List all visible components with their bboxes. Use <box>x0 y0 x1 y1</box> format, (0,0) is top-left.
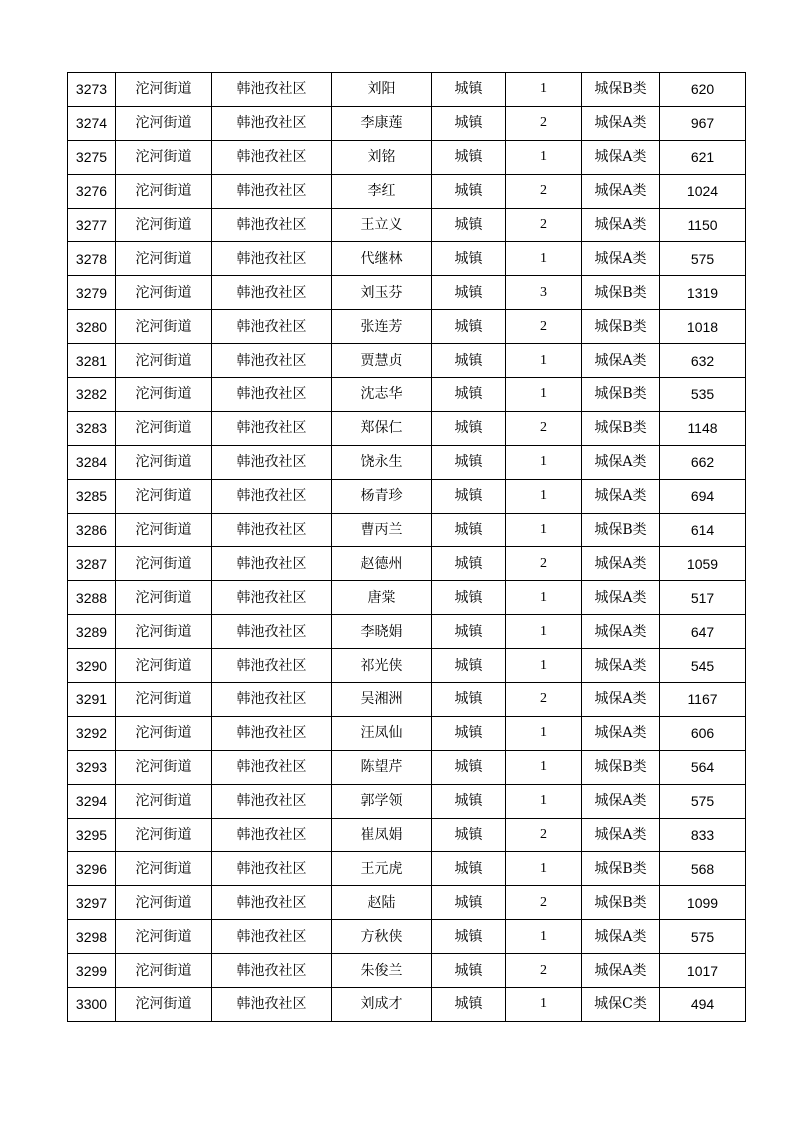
community-cell: 韩池孜社区 <box>212 174 332 208</box>
community-cell: 韩池孜社区 <box>212 581 332 615</box>
benefit-category-cell: 城保B类 <box>582 310 660 344</box>
benefit-category-cell: 城保A类 <box>582 954 660 988</box>
household-size-cell: 3 <box>506 276 582 310</box>
table-row <box>68 581 746 615</box>
household-size-cell: 1 <box>506 513 582 547</box>
community-cell: 韩池孜社区 <box>212 683 332 717</box>
street-cell: 沱河街道 <box>116 411 212 445</box>
person-name-cell: 张连芳 <box>332 310 432 344</box>
person-name-cell: 沈志华 <box>332 378 432 412</box>
table-row <box>68 73 746 107</box>
person-name-cell: 李康莲 <box>332 106 432 140</box>
residence-type-cell: 城镇 <box>432 73 506 107</box>
benefit-amount-cell: 1319 <box>660 276 746 310</box>
benefit-amount-cell: 517 <box>660 581 746 615</box>
seq-number-cell: 3289 <box>68 615 116 649</box>
residence-type-cell: 城镇 <box>432 513 506 547</box>
seq-number-cell: 3295 <box>68 818 116 852</box>
benefit-amount-cell: 1017 <box>660 954 746 988</box>
community-cell: 韩池孜社区 <box>212 140 332 174</box>
community-cell: 韩池孜社区 <box>212 716 332 750</box>
residence-type-cell: 城镇 <box>432 106 506 140</box>
residence-type-cell: 城镇 <box>432 208 506 242</box>
table-row <box>68 208 746 242</box>
community-cell: 韩池孜社区 <box>212 208 332 242</box>
person-name-cell: 刘铭 <box>332 140 432 174</box>
street-cell: 沱河街道 <box>116 886 212 920</box>
seq-number-cell: 3285 <box>68 479 116 513</box>
street-cell: 沱河街道 <box>116 242 212 276</box>
benefit-amount-cell: 620 <box>660 73 746 107</box>
table-row <box>68 174 746 208</box>
table-row <box>68 547 746 581</box>
residence-type-cell: 城镇 <box>432 276 506 310</box>
residence-type-cell: 城镇 <box>432 683 506 717</box>
residence-type-cell: 城镇 <box>432 615 506 649</box>
community-cell: 韩池孜社区 <box>212 750 332 784</box>
table-row <box>68 716 746 750</box>
benefit-amount-cell: 568 <box>660 852 746 886</box>
household-size-cell: 1 <box>506 615 582 649</box>
person-name-cell: 代继林 <box>332 242 432 276</box>
household-size-cell: 2 <box>506 886 582 920</box>
person-name-cell: 郑保仁 <box>332 411 432 445</box>
benefit-amount-cell: 1024 <box>660 174 746 208</box>
benefit-amount-cell: 662 <box>660 445 746 479</box>
person-name-cell: 饶永生 <box>332 445 432 479</box>
community-cell: 韩池孜社区 <box>212 378 332 412</box>
household-size-cell: 2 <box>506 683 582 717</box>
benefit-category-cell: 城保A类 <box>582 208 660 242</box>
residence-type-cell: 城镇 <box>432 920 506 954</box>
benefit-roster-table <box>67 72 746 1022</box>
household-size-cell: 1 <box>506 649 582 683</box>
seq-number-cell: 3273 <box>68 73 116 107</box>
table-row <box>68 988 746 1022</box>
seq-number-cell: 3286 <box>68 513 116 547</box>
benefit-category-cell: 城保B类 <box>582 378 660 412</box>
benefit-category-cell: 城保A类 <box>582 683 660 717</box>
table-row <box>68 310 746 344</box>
benefit-category-cell: 城保A类 <box>582 344 660 378</box>
household-size-cell: 1 <box>506 920 582 954</box>
benefit-amount-cell: 1059 <box>660 547 746 581</box>
community-cell: 韩池孜社区 <box>212 649 332 683</box>
street-cell: 沱河街道 <box>116 852 212 886</box>
community-cell: 韩池孜社区 <box>212 852 332 886</box>
benefit-amount-cell: 564 <box>660 750 746 784</box>
residence-type-cell: 城镇 <box>432 649 506 683</box>
household-size-cell: 2 <box>506 411 582 445</box>
household-size-cell: 1 <box>506 784 582 818</box>
benefit-category-cell: 城保B类 <box>582 513 660 547</box>
community-cell: 韩池孜社区 <box>212 344 332 378</box>
street-cell: 沱河街道 <box>116 615 212 649</box>
person-name-cell: 吴湘洲 <box>332 683 432 717</box>
street-cell: 沱河街道 <box>116 683 212 717</box>
street-cell: 沱河街道 <box>116 649 212 683</box>
community-cell: 韩池孜社区 <box>212 988 332 1022</box>
residence-type-cell: 城镇 <box>432 547 506 581</box>
community-cell: 韩池孜社区 <box>212 310 332 344</box>
benefit-category-cell: 城保B类 <box>582 411 660 445</box>
benefit-amount-cell: 1167 <box>660 683 746 717</box>
street-cell: 沱河街道 <box>116 310 212 344</box>
community-cell: 韩池孜社区 <box>212 920 332 954</box>
street-cell: 沱河街道 <box>116 208 212 242</box>
table-row <box>68 818 746 852</box>
table-row <box>68 106 746 140</box>
community-cell: 韩池孜社区 <box>212 547 332 581</box>
household-size-cell: 1 <box>506 479 582 513</box>
household-size-cell: 1 <box>506 378 582 412</box>
residence-type-cell: 城镇 <box>432 988 506 1022</box>
table-row <box>68 954 746 988</box>
table-row <box>68 140 746 174</box>
household-size-cell: 2 <box>506 106 582 140</box>
benefit-category-cell: 城保A类 <box>582 140 660 174</box>
community-cell: 韩池孜社区 <box>212 954 332 988</box>
person-name-cell: 赵陆 <box>332 886 432 920</box>
table-row <box>68 852 746 886</box>
person-name-cell: 贾慧贞 <box>332 344 432 378</box>
residence-type-cell: 城镇 <box>432 242 506 276</box>
person-name-cell: 汪凤仙 <box>332 716 432 750</box>
benefit-category-cell: 城保A类 <box>582 920 660 954</box>
community-cell: 韩池孜社区 <box>212 784 332 818</box>
street-cell: 沱河街道 <box>116 140 212 174</box>
benefit-amount-cell: 621 <box>660 140 746 174</box>
household-size-cell: 2 <box>506 310 582 344</box>
residence-type-cell: 城镇 <box>432 954 506 988</box>
person-name-cell: 祁光侠 <box>332 649 432 683</box>
person-name-cell: 李晓娟 <box>332 615 432 649</box>
residence-type-cell: 城镇 <box>432 445 506 479</box>
benefit-category-cell: 城保A类 <box>582 615 660 649</box>
seq-number-cell: 3281 <box>68 344 116 378</box>
household-size-cell: 1 <box>506 140 582 174</box>
household-size-cell: 2 <box>506 954 582 988</box>
benefit-category-cell: 城保C类 <box>582 988 660 1022</box>
benefit-category-cell: 城保B类 <box>582 886 660 920</box>
seq-number-cell: 3282 <box>68 378 116 412</box>
household-size-cell: 1 <box>506 73 582 107</box>
benefit-amount-cell: 1018 <box>660 310 746 344</box>
residence-type-cell: 城镇 <box>432 479 506 513</box>
benefit-amount-cell: 967 <box>660 106 746 140</box>
street-cell: 沱河街道 <box>116 513 212 547</box>
table-row <box>68 344 746 378</box>
benefit-category-cell: 城保A类 <box>582 174 660 208</box>
household-size-cell: 1 <box>506 716 582 750</box>
person-name-cell: 朱俊兰 <box>332 954 432 988</box>
benefit-amount-cell: 1148 <box>660 411 746 445</box>
community-cell: 韩池孜社区 <box>212 479 332 513</box>
benefit-category-cell: 城保A类 <box>582 649 660 683</box>
residence-type-cell: 城镇 <box>432 581 506 615</box>
community-cell: 韩池孜社区 <box>212 242 332 276</box>
household-size-cell: 1 <box>506 581 582 615</box>
table-row <box>68 242 746 276</box>
table-row <box>68 411 746 445</box>
person-name-cell: 方秋侠 <box>332 920 432 954</box>
residence-type-cell: 城镇 <box>432 716 506 750</box>
benefit-amount-cell: 606 <box>660 716 746 750</box>
benefit-amount-cell: 1099 <box>660 886 746 920</box>
street-cell: 沱河街道 <box>116 174 212 208</box>
street-cell: 沱河街道 <box>116 581 212 615</box>
household-size-cell: 2 <box>506 174 582 208</box>
person-name-cell: 唐棠 <box>332 581 432 615</box>
table-row <box>68 445 746 479</box>
benefit-category-cell: 城保A类 <box>582 784 660 818</box>
benefit-amount-cell: 694 <box>660 479 746 513</box>
person-name-cell: 杨青珍 <box>332 479 432 513</box>
table-row <box>68 513 746 547</box>
benefit-category-cell: 城保A类 <box>582 716 660 750</box>
benefit-amount-cell: 575 <box>660 242 746 276</box>
residence-type-cell: 城镇 <box>432 411 506 445</box>
table-row <box>68 750 746 784</box>
seq-number-cell: 3276 <box>68 174 116 208</box>
seq-number-cell: 3294 <box>68 784 116 818</box>
residence-type-cell: 城镇 <box>432 852 506 886</box>
street-cell: 沱河街道 <box>116 547 212 581</box>
table-row <box>68 276 746 310</box>
roster-body <box>68 73 746 1022</box>
household-size-cell: 1 <box>506 344 582 378</box>
person-name-cell: 李红 <box>332 174 432 208</box>
benefit-category-cell: 城保A类 <box>582 242 660 276</box>
benefit-amount-cell: 647 <box>660 615 746 649</box>
person-name-cell: 王元虎 <box>332 852 432 886</box>
table-row <box>68 784 746 818</box>
household-size-cell: 1 <box>506 988 582 1022</box>
person-name-cell: 刘成才 <box>332 988 432 1022</box>
community-cell: 韩池孜社区 <box>212 615 332 649</box>
person-name-cell: 刘玉芬 <box>332 276 432 310</box>
street-cell: 沱河街道 <box>116 920 212 954</box>
person-name-cell: 刘阳 <box>332 73 432 107</box>
street-cell: 沱河街道 <box>116 818 212 852</box>
seq-number-cell: 3288 <box>68 581 116 615</box>
person-name-cell: 曹丙兰 <box>332 513 432 547</box>
street-cell: 沱河街道 <box>116 988 212 1022</box>
benefit-category-cell: 城保A类 <box>582 818 660 852</box>
seq-number-cell: 3300 <box>68 988 116 1022</box>
benefit-category-cell: 城保A类 <box>582 581 660 615</box>
table-row <box>68 649 746 683</box>
community-cell: 韩池孜社区 <box>212 276 332 310</box>
street-cell: 沱河街道 <box>116 716 212 750</box>
household-size-cell: 2 <box>506 547 582 581</box>
street-cell: 沱河街道 <box>116 73 212 107</box>
benefit-category-cell: 城保B类 <box>582 750 660 784</box>
benefit-category-cell: 城保A类 <box>582 445 660 479</box>
community-cell: 韩池孜社区 <box>212 513 332 547</box>
street-cell: 沱河街道 <box>116 276 212 310</box>
residence-type-cell: 城镇 <box>432 378 506 412</box>
benefit-amount-cell: 833 <box>660 818 746 852</box>
residence-type-cell: 城镇 <box>432 818 506 852</box>
residence-type-cell: 城镇 <box>432 886 506 920</box>
seq-number-cell: 3291 <box>68 683 116 717</box>
residence-type-cell: 城镇 <box>432 344 506 378</box>
residence-type-cell: 城镇 <box>432 784 506 818</box>
community-cell: 韩池孜社区 <box>212 106 332 140</box>
table-row <box>68 920 746 954</box>
seq-number-cell: 3297 <box>68 886 116 920</box>
street-cell: 沱河街道 <box>116 750 212 784</box>
person-name-cell: 郭学领 <box>332 784 432 818</box>
benefit-category-cell: 城保A类 <box>582 547 660 581</box>
benefit-amount-cell: 614 <box>660 513 746 547</box>
street-cell: 沱河街道 <box>116 954 212 988</box>
community-cell: 韩池孜社区 <box>212 445 332 479</box>
seq-number-cell: 3283 <box>68 411 116 445</box>
table-row <box>68 683 746 717</box>
benefit-category-cell: 城保A类 <box>582 479 660 513</box>
household-size-cell: 1 <box>506 242 582 276</box>
community-cell: 韩池孜社区 <box>212 411 332 445</box>
benefit-category-cell: 城保A类 <box>582 106 660 140</box>
residence-type-cell: 城镇 <box>432 750 506 784</box>
community-cell: 韩池孜社区 <box>212 886 332 920</box>
household-size-cell: 2 <box>506 818 582 852</box>
person-name-cell: 陈望芹 <box>332 750 432 784</box>
benefit-amount-cell: 1150 <box>660 208 746 242</box>
benefit-amount-cell: 535 <box>660 378 746 412</box>
table-row <box>68 479 746 513</box>
benefit-category-cell: 城保B类 <box>582 852 660 886</box>
seq-number-cell: 3275 <box>68 140 116 174</box>
community-cell: 韩池孜社区 <box>212 73 332 107</box>
street-cell: 沱河街道 <box>116 378 212 412</box>
person-name-cell: 崔凤娟 <box>332 818 432 852</box>
seq-number-cell: 3284 <box>68 445 116 479</box>
seq-number-cell: 3279 <box>68 276 116 310</box>
table-row <box>68 615 746 649</box>
benefit-amount-cell: 575 <box>660 784 746 818</box>
benefit-amount-cell: 494 <box>660 988 746 1022</box>
table-row <box>68 886 746 920</box>
benefit-category-cell: 城保B类 <box>582 276 660 310</box>
benefit-amount-cell: 575 <box>660 920 746 954</box>
household-size-cell: 1 <box>506 445 582 479</box>
residence-type-cell: 城镇 <box>432 310 506 344</box>
street-cell: 沱河街道 <box>116 479 212 513</box>
benefit-category-cell: 城保B类 <box>582 73 660 107</box>
household-size-cell: 1 <box>506 852 582 886</box>
seq-number-cell: 3293 <box>68 750 116 784</box>
community-cell: 韩池孜社区 <box>212 818 332 852</box>
benefit-amount-cell: 632 <box>660 344 746 378</box>
benefit-amount-cell: 545 <box>660 649 746 683</box>
seq-number-cell: 3278 <box>68 242 116 276</box>
seq-number-cell: 3287 <box>68 547 116 581</box>
seq-number-cell: 3292 <box>68 716 116 750</box>
residence-type-cell: 城镇 <box>432 140 506 174</box>
seq-number-cell: 3299 <box>68 954 116 988</box>
street-cell: 沱河街道 <box>116 344 212 378</box>
household-size-cell: 1 <box>506 750 582 784</box>
seq-number-cell: 3280 <box>68 310 116 344</box>
street-cell: 沱河街道 <box>116 106 212 140</box>
seq-number-cell: 3290 <box>68 649 116 683</box>
seq-number-cell: 3277 <box>68 208 116 242</box>
person-name-cell: 王立义 <box>332 208 432 242</box>
street-cell: 沱河街道 <box>116 445 212 479</box>
seq-number-cell: 3274 <box>68 106 116 140</box>
seq-number-cell: 3296 <box>68 852 116 886</box>
street-cell: 沱河街道 <box>116 784 212 818</box>
household-size-cell: 2 <box>506 208 582 242</box>
person-name-cell: 赵德州 <box>332 547 432 581</box>
table-row <box>68 378 746 412</box>
seq-number-cell: 3298 <box>68 920 116 954</box>
residence-type-cell: 城镇 <box>432 174 506 208</box>
